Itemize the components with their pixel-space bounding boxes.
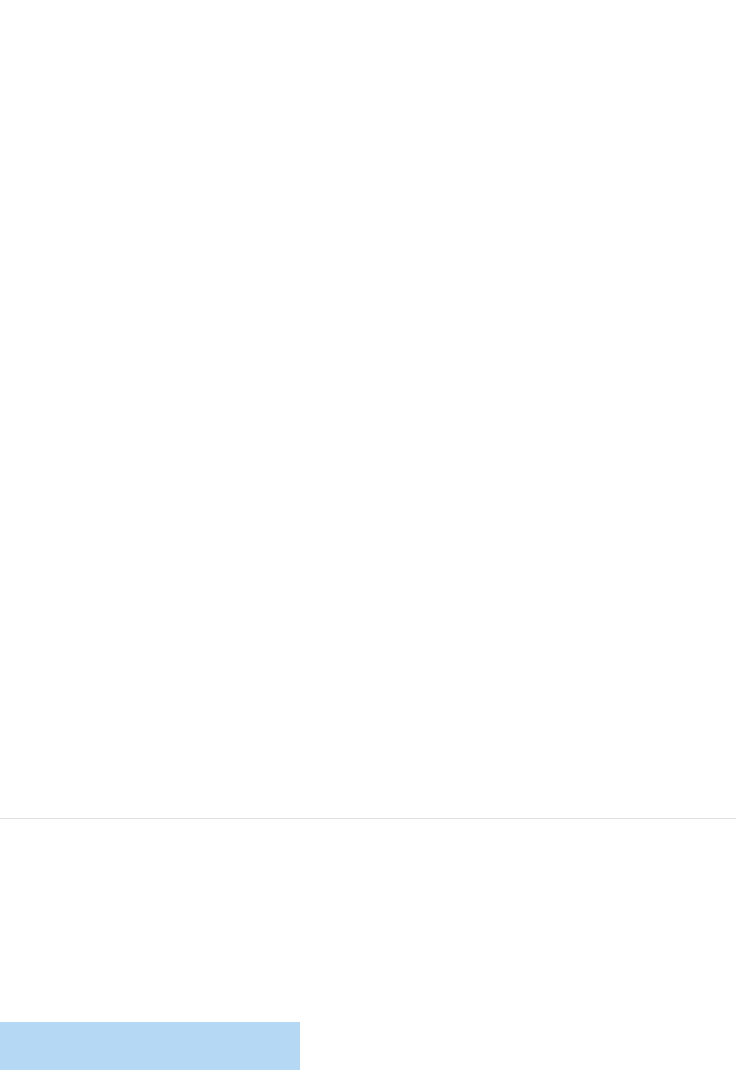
prize-table — [0, 796, 736, 912]
prize-header — [0, 796, 736, 819]
result-strip — [0, 744, 736, 782]
watermark-bar — [0, 1022, 300, 1070]
